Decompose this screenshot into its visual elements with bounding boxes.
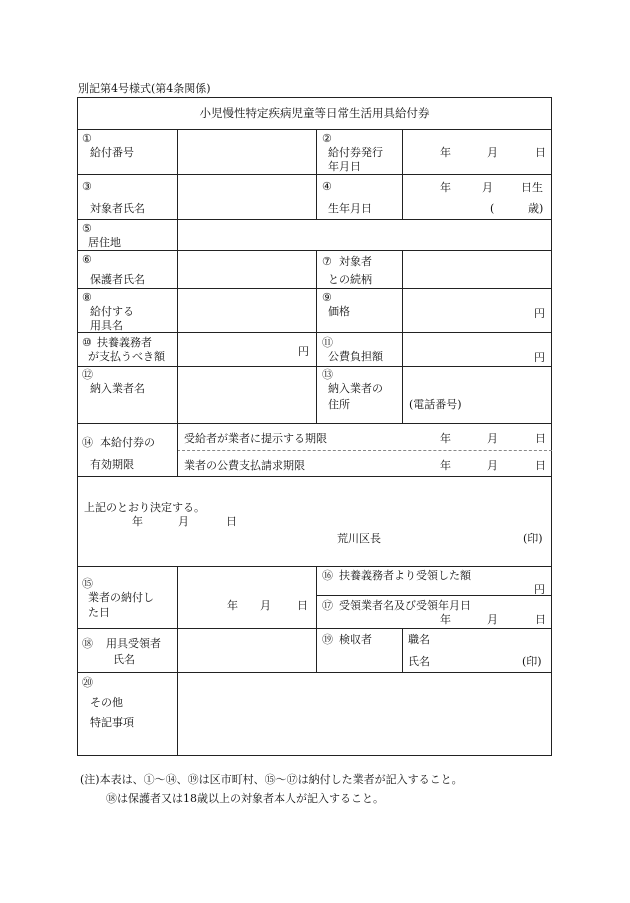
circle-num-15: ⑮ [82,577,93,590]
birth-month-unit: 月 [482,181,493,194]
label-birth-date: 生年月日 [328,202,372,215]
label-recipient-a: 用具受領者 [106,637,161,650]
label-validity-b: 有効期限 [90,458,134,471]
note-line-2: ⑱は保護者又は18歳以上の対象者本人が記入すること。 [106,792,384,805]
receipt-year-unit: 年 [440,613,451,626]
issue-year-unit: 年 [440,146,451,159]
circle-num-2: ② [322,132,332,145]
delivery-day-unit: 日 [297,599,308,612]
label-supplier-address-a: 納入業者の [328,382,383,395]
circle-num-14: ⑭ [82,436,93,449]
birth-day-unit: 日生 [521,181,543,194]
label-delivery-date-b: た日 [88,606,110,619]
label-issue-date-a: 給付券発行 [328,146,383,159]
circle-num-5: ⑤ [82,222,92,235]
label-subject-name: 対象者氏名 [90,202,145,215]
price-yen-unit: 円 [534,307,545,320]
circle-num-9: ⑨ [322,291,332,304]
present-deadline-day-unit: 日 [535,432,546,445]
form-table [77,97,552,756]
label-supplier-address-b: 住所 [328,398,350,411]
delivery-year-unit: 年 [227,599,238,612]
circle-num-10: ⑩ [82,336,92,349]
circle-num-20: ⑳ [82,676,93,689]
circle-num-18: ⑱ [82,637,93,650]
circle-num-7: ⑦ [322,255,332,268]
decision-month-unit: 月 [178,515,189,528]
claim-deadline-year-unit: 年 [440,459,451,472]
label-job-title: 職名 [408,633,430,646]
label-issue-date-b: 年月日 [328,160,361,173]
circle-num-17: ⑰ [322,599,333,612]
label-equipment-a: 給付する [90,305,134,318]
ward-mayor-label: 荒川区長 [337,532,381,545]
label-receiving-supplier: 受領業者名及び受領年月日 [339,599,471,612]
guardian-pay-yen-unit: 円 [298,345,309,358]
amount-received-yen-unit: 円 [534,583,545,596]
decision-text: 上記のとおり決定する。 [84,501,205,514]
label-claim-deadline: 業者の公費支払請求期限 [184,459,305,472]
public-burden-yen-unit: 円 [534,351,545,364]
label-supplier-name: 納入業者名 [90,382,145,395]
circle-num-19: ⑲ [322,633,333,646]
label-other: その他 [90,696,123,709]
claim-deadline-month-unit: 月 [487,459,498,472]
inspector-seal-mark: (印) [522,655,542,668]
label-validity-a: 本給付券の [100,436,155,449]
circle-num-11: ⑪ [322,336,333,349]
label-amount-received: 扶養義務者より受領した額 [339,569,471,582]
note-line-1: (注)本表は、①〜⑭、⑲は区市町村、⑮〜⑰は納付した業者が記入すること。 [80,773,463,786]
label-recipient-b: 氏名 [113,653,135,666]
form-title: 小児慢性特定疾病児童等日常生活用具給付券 [199,106,430,120]
receipt-day-unit: 日 [535,613,546,626]
circle-num-1: ① [82,132,92,145]
issue-month-unit: 月 [487,146,498,159]
claim-deadline-day-unit: 日 [535,459,546,472]
circle-num-8: ⑧ [82,291,92,304]
circle-num-3: ③ [82,180,92,193]
circle-num-6: ⑥ [82,253,92,266]
delivery-month-unit: 月 [260,599,271,612]
age-paren-open: ( [490,202,495,215]
label-relationship-b: との続柄 [328,273,372,286]
label-guardian-pay-b: が支払うべき額 [88,350,165,363]
form-heading: 別記第4号様式(第4条関係) [78,82,211,95]
label-relationship-a: 対象者 [339,255,372,268]
circle-num-4: ④ [322,180,332,193]
birth-year-unit: 年 [440,181,451,194]
label-equipment-b: 用具名 [90,319,123,332]
label-benefit-number: 給付番号 [90,146,134,159]
label-inspector-name: 氏名 [408,655,430,668]
receipt-month-unit: 月 [487,613,498,626]
present-deadline-month-unit: 月 [487,432,498,445]
label-present-deadline: 受給者が業者に提示する期限 [184,432,327,445]
decision-day-unit: 日 [226,515,237,528]
seal-mark: (印) [523,532,543,545]
label-delivery-date-a: 業者の納付し [88,591,154,604]
age-unit: 歳) [528,202,544,215]
label-guardian-name: 保護者氏名 [90,273,145,286]
circle-num-12: ⑫ [82,368,93,381]
label-special-notes: 特記事項 [90,716,134,729]
label-price: 価格 [328,305,350,318]
label-residence: 居住地 [88,236,121,249]
circle-num-13: ⑬ [322,368,333,381]
label-phone-number: (電話番号) [409,398,462,411]
label-inspector: 検収者 [339,633,372,646]
issue-day-unit: 日 [535,146,546,159]
present-deadline-year-unit: 年 [440,432,451,445]
circle-num-16: ⑯ [322,569,333,582]
label-public-burden: 公費負担額 [328,350,383,363]
decision-year-unit: 年 [132,515,143,528]
label-guardian-pay-a: 扶養義務者 [97,336,152,349]
